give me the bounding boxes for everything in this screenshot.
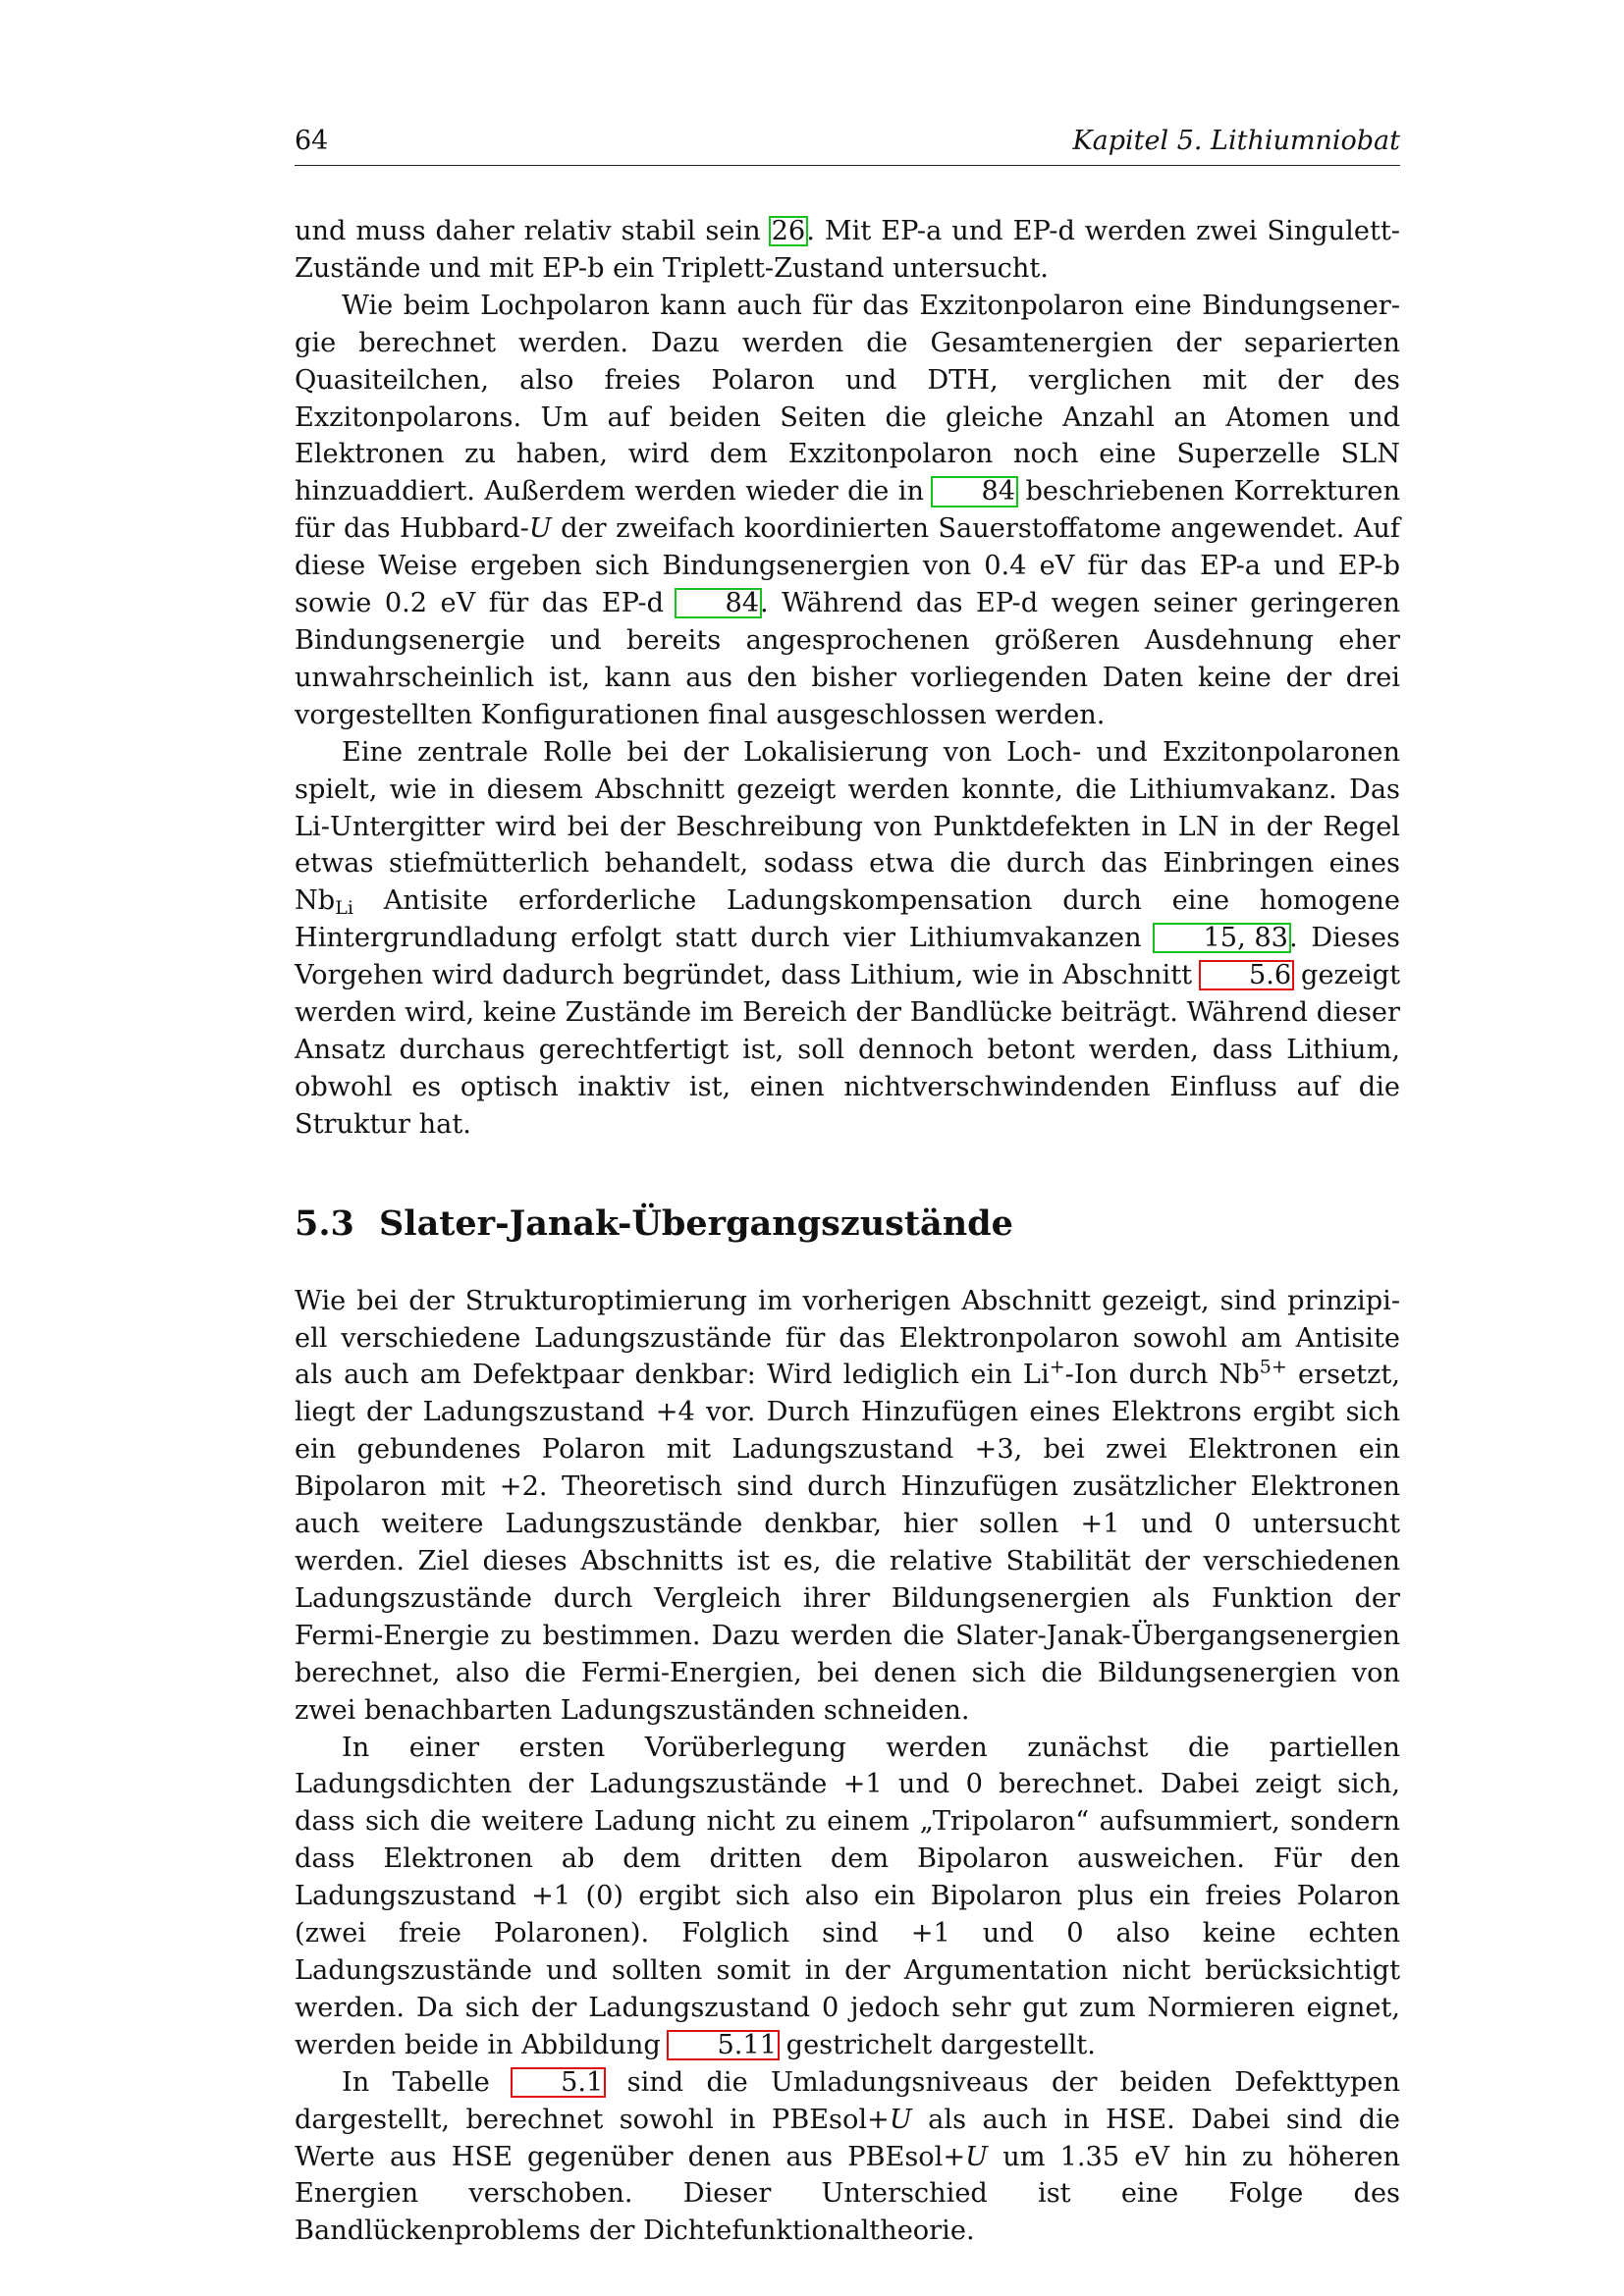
- page: [295, 126, 1400, 2250]
- table-reference-link[interactable]: 5.1: [513, 2069, 604, 2096]
- section-number: 5.3: [295, 1202, 354, 1244]
- body-text: [295, 213, 1400, 2250]
- section-heading: [295, 1202, 1400, 1246]
- paragraph-4: Wie bei der Strukturoptimierung im vorherigen Abschnitt gezeigt, sind prinzipiell verschiedene Ladungszustände für das Elektronpolaron sowohl am Antisite als auch am Defektpaar denkbar: Wird lediglich ein Li+-Ion durch $Nb^{5+}$ ersetzt, liegt der Ladungszustand +4 vor. Durch Hinzufügen eines Elektrons ergibt sich ein gebundenes Polaron mit Ladungszustand +3, bei zwei Elektronen ein Bipolaron mit +2. Theoretisch sind durch Hinzufügen zusätzlicher Elektronen auch weitere Ladungszustände denkbar, hier sollen +1 und 0 untersucht werden. Ziel dieses Abschnitts ist es, die relative Stabilität der verschiedenen Ladungszustände durch Vergleich ihrer Bildungsenergien als Funktion der Fermi-Energie zu bestimmen. Dazu werden die Slater-Janak-Übergangsenergien berechnet, also die Fermi-Energien, bei denen sich die Bildungsenergien von zwei benachbarten Ladungszuständen schneiden.: [295, 1285, 1400, 1726]
- citation-link[interactable]: 26: [771, 216, 806, 246]
- citation-link[interactable]: 84: [677, 590, 760, 616]
- paragraph-1: und muss daher relativ stabil sein 26. Mit EP-a und EP-d werden zwei Singulett-Zustände und mit EP-b ein Triplett-Zustand untersucht.: [295, 216, 1400, 284]
- section-reference-link[interactable]: 5.6: [1201, 962, 1292, 988]
- figure-reference-link[interactable]: 5.11: [669, 2032, 778, 2058]
- citation-link[interactable]: 15, 83: [1155, 925, 1288, 951]
- paragraph-3: Eine zentrale Rolle bei der Lokalisierung von Loch- und Exzitonpolaronen spielt, wie in diesem Abschnitt gezeigt werden konnte, die Lithiumvakanz. Das Li-Untergitter wird bei der Beschreibung von Punktdefekten in LN in der Regel etwas stiefmütterlich behandelt, sodass etwa die durch das Einbringen eines $Nb_{Li}$ Antisite erforderliche Ladungskompensation durch eine homogene Hintergrundladung erfolgt statt durch vier Lithiumvakanzen 15, 83. Dieses Vorgehen wird dadurch begründet, dass Lithium, wie in Abschnitt 5.6 gezeigt werden wird, keine Zustände im Bereich der Bandlücke beiträgt. Während dieser Ansatz durchaus gerechtfertigt ist, soll dennoch betont werden, dass Lithium, obwohl es optisch inaktiv ist, einen nichtverschwindenden Einfluss auf die Struktur hat.: [295, 736, 1400, 1140]
- paragraph-5: In einer ersten Vorüberlegung werden zunächst die partiellen Ladungsdichten der Ladungszustände +1 und 0 berechnet. Dabei zeigt sich, dass sich die weitere Ladung nicht zu einem „Tripolaron“ aufsummiert, sondern dass Elektronen ab dem dritten dem Bipolaron ausweichen. Für den Ladungszustand +1 (0) ergibt sich also ein Bipolaron plus ein freies Polaron (zwei freie Polaronen). Folglich sind +1 und 0 also keine echten Ladungszustände und sollten somit in der Argumentation nicht berücksichtigt werden. Da sich der Ladungszustand 0 jedoch sehr gut zum Normieren eignet, werden beide in Abbildung 5.11 gestrichelt dargestellt.: [295, 1732, 1400, 2060]
- running-header: [295, 126, 1400, 166]
- paragraph-2: Wie beim Lochpolaron kann auch für das Exzitonpolaron eine Bindungsenergie berechnet werden. Dazu werden die Gesamtenergien der separierten Quasiteilchen, also freies Polaron und DTH, verglichen mit der des Exzitonpolarons. Um auf beiden Seiten die gleiche Anzahl an Atomen und Elektronen zu haben, wird dem Exzitonpolaron noch eine Superzelle SLN hinzuaddiert. Außerdem werden wieder die in 84 beschriebenen Korrekturen für das Hubbard-U der zweifach koordinierten Sauerstoffatome angewendet. Auf diese Weise ergeben sich Bindungsenergien von 0.4 eV für das EP-a und EP-b sowie 0.2 eV für das EP-d 84. Während das EP-d wegen seiner geringeren Bindungsenergie und bereits angesprochenen größeren Ausdehnung eher unwahrscheinlich ist, kann aus den bisher vorliegenden Daten keine der drei vorgestellten Konfigurationen final ausgeschlossen werden.: [295, 290, 1400, 730]
- page-number: 64: [295, 126, 329, 156]
- citation-link[interactable]: 84: [933, 478, 1016, 505]
- paragraph-6: In Tabelle 5.1 sind die Umladungsniveaus der beiden Defekttypen dargestellt, berechnet sowohl in PBEsol+U als auch in HSE. Dabei sind die Werte aus HSE gegenüber denen aus PBEsol+U um 1.35 eV hin zu höheren Energien verschoben. Dieser Unterschied ist eine Folge des Bandlückenproblems der Dichtefunktionaltheorie.: [295, 2066, 1400, 2247]
- chapter-title: Kapitel 5. Lithiumniobat: [1072, 126, 1400, 156]
- section-title: Slater-Janak-Übergangszustände: [379, 1202, 1013, 1244]
